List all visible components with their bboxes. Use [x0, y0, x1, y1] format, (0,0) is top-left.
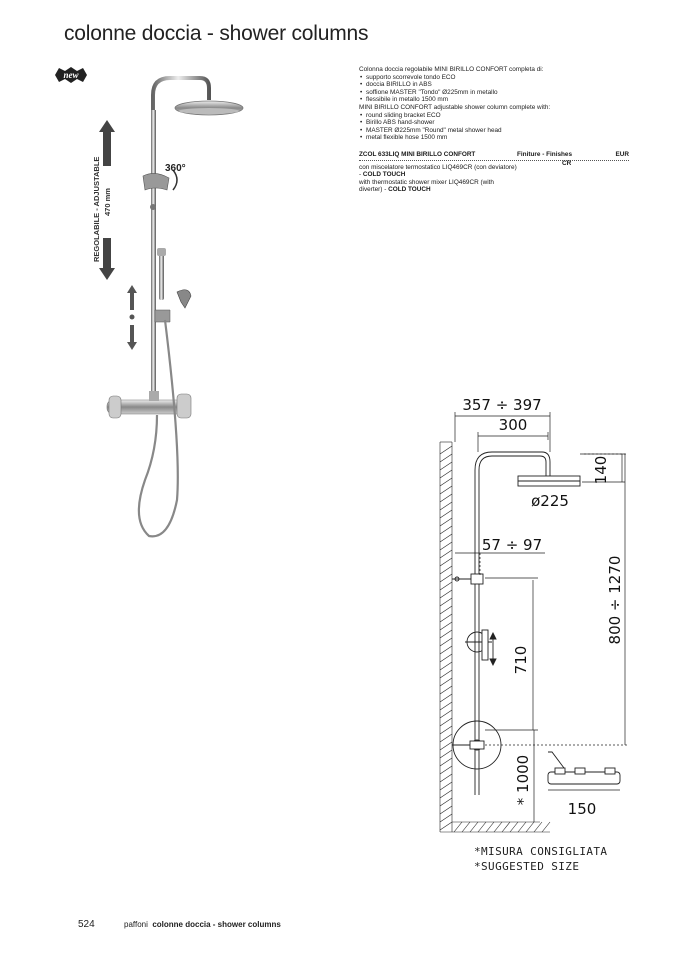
list-item: • Birillo ABS hand-shower	[359, 119, 629, 127]
technical-drawing	[430, 390, 640, 840]
adjust-arrows-icon	[99, 120, 137, 350]
note-en: *SUGGESTED SIZE	[474, 860, 580, 873]
list-item: • soffione MASTER "Tondo" Ø225mm in metallo	[359, 89, 629, 97]
dim-head-drop: 140	[592, 455, 610, 485]
adjust-label: REGOLABILE - ADJUSTABLE	[92, 156, 101, 262]
desc-it-text: con miscelatore termostatico LIQ469CR (con deviatore) -	[359, 163, 517, 179]
product-variant-desc	[359, 164, 519, 194]
new-badge-label: new	[63, 70, 79, 80]
product-table	[359, 151, 629, 194]
list-item: • metal flexible hose 1500 mm	[359, 134, 629, 142]
eur-header: EUR	[615, 151, 629, 158]
page-number: 524	[78, 919, 95, 930]
page-title: colonne doccia - shower columns	[64, 22, 369, 45]
product-code: ZCOL 633LIQ MINI BIRILLO CONFORT	[359, 151, 476, 158]
dim-column-height: 800 ÷ 1270	[606, 555, 624, 645]
desc-it-list	[359, 74, 629, 104]
list-item: • doccia BIRILLO in ABS	[359, 81, 629, 89]
list-item: • flessibile in metallo 1500 mm	[359, 96, 629, 104]
finish-value: CR	[562, 160, 572, 167]
new-badge	[53, 66, 89, 84]
desc-en-text: with thermostatic shower mixer LIQ469CR (with diverter) -	[359, 178, 494, 194]
hand-shower-icon	[159, 250, 164, 300]
flexible-hose-icon	[139, 320, 178, 536]
dim-head-diameter: ø225	[531, 492, 569, 510]
desc-en-bold: COLD TOUCH	[388, 186, 431, 194]
desc-en-list	[359, 112, 629, 142]
dim-arm: 300	[498, 416, 528, 434]
dim-bracket-range: 57 ÷ 97	[481, 536, 543, 554]
product-photo	[85, 70, 285, 550]
dim-slide: 710	[512, 645, 530, 675]
list-item: • supporto scorrevole tondo ECO	[359, 74, 629, 82]
product-description	[359, 66, 629, 142]
list-item: • round sliding bracket ECO	[359, 112, 629, 120]
finishes-header: Finiture - Finishes	[517, 151, 573, 158]
adjust-size: 470 mm	[103, 188, 112, 216]
slide-arrow-icon	[490, 633, 496, 665]
note-it: *MISURA CONSIGLIATA	[474, 845, 608, 858]
footer-brand	[124, 920, 281, 929]
desc-it-intro: Colonna doccia regolabile MINI BIRILLO CONFORT completa di:	[359, 66, 544, 73]
desc-en-intro: MINI BIRILLO CONFORT adjustable shower column complete with:	[359, 103, 551, 111]
size-notes	[474, 844, 607, 874]
dim-floor: * 1000	[514, 754, 532, 806]
product-header-row	[359, 151, 629, 161]
rotation-label: 360°	[165, 163, 186, 174]
dim-width-range: 357 ÷ 397	[462, 396, 542, 414]
brand-name: paffoni	[124, 920, 148, 929]
footer-section: colonne doccia - shower columns	[152, 920, 281, 929]
list-item: • MASTER Ø225mm "Round" metal shower head	[359, 127, 629, 135]
dim-mixer: 150	[567, 800, 597, 818]
desc-it-bold: COLD TOUCH	[362, 171, 406, 179]
